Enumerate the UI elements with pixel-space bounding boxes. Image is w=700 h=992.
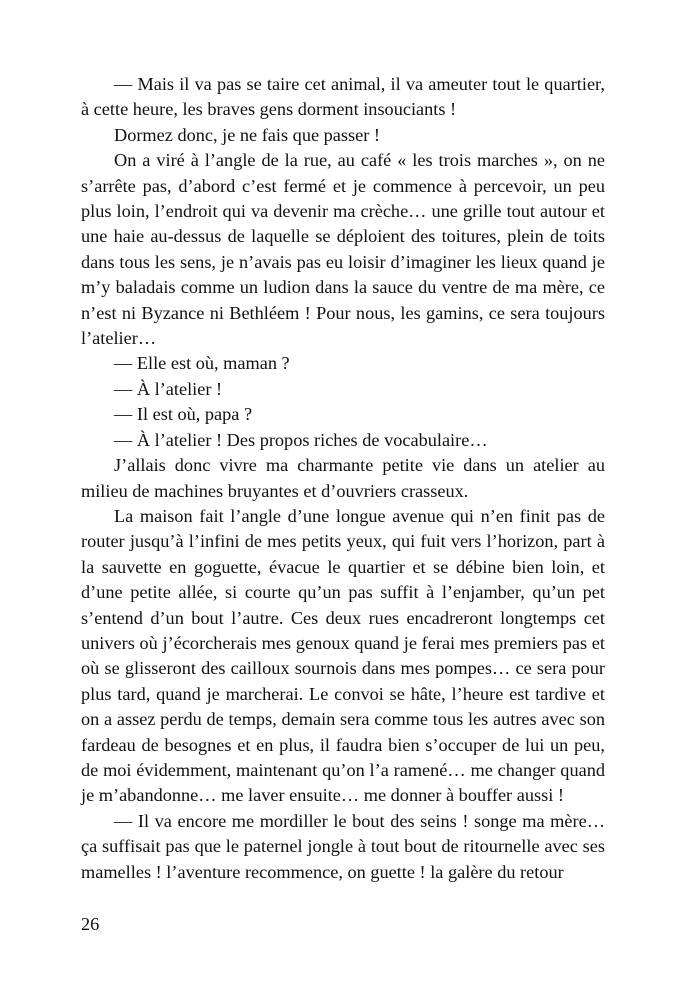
paragraph-angle-rue: On a viré à l’angle de la rue, au café « les trois marches », on ne s’arrête pas, d’abord c’est fermé et je commence à percevoir, un peu plus loin, l’endroit qui va devenir ma crèche… une grille tout autour et une haie au-dessus de laquelle se déploient des toitures, plein de toits dans tous les sens, je n’avais pas eu loisir d’imaginer les lieux quand je m’y baladais comme un ludion dans la sauce du ventre de ma mère, ce n’est ni Byzance ni Bethléem ! Pour nous, les gamins, ce sera toujours l’atelier… xyxy=(81,150,605,349)
paragraph-mordiller: — Il va encore me mordiller le bout des seins ! songe ma mère… ça suffisait pas que le paternel jongle à tout bout de ritournelle avec ses mamelles ! l’aventure recommence, on guette ! la galère du retour xyxy=(81,810,605,882)
paragraph-maison-angle: La maison fait l’angle d’une longue avenue qui n’en finit pas de router jusqu’à l’infini de mes petits yeux, qui fuit vers l’horizon, part à la sauvette en goguette, évacue le quartier et se débine bien loin, et d’une petite allée, si courte qu’un pas suffit à l’enjamber, qu’un pet s’entend d’un bout l’autre. Ces deux rues encadreront longtemps cet univers où j’écorcherais mes genoux quand je ferai mes premiers pas et où se glisseront des cailloux sournois dans mes pompes… ce sera pour plus tard, quand je marcherai. Le convoi se hâte, l’heure est tardive et on a assez perdu de temps, demain sera comme tous les autres avec son fardeau de besognes et en plus, il faudra bien s’occuper de lui un peu, de moi évidemment, maintenant qu’on l’a ramené… me changer quand je m’abandonne… me laver ensuite… me donner à bouffer aussi ! xyxy=(81,505,605,806)
paragraph-dialogue-papa: — Il est où, papa ? xyxy=(114,404,253,425)
paragraph-vie-atelier: J’allais donc vivre ma charmante petite vie dans un atelier au milieu de machines bruyantes et d’ouvriers crasseux. xyxy=(81,455,605,501)
paragraph-dormez: Dormez donc, je ne fais que passer ! xyxy=(114,124,380,145)
page-number: 26 xyxy=(81,914,100,934)
paragraph-dialogue-animal: — Mais il va pas se taire cet animal, il va ameuter tout le quartier, à cette heure, les braves gens dorment insouciants ! xyxy=(81,74,605,120)
paragraph-dialogue-maman: — Elle est où, maman ? xyxy=(114,353,290,374)
paragraph-dialogue-atelier-1: — À l’atelier ! xyxy=(114,378,223,399)
paragraph-dialogue-atelier-2: — À l’atelier ! Des propos riches de vocabulaire… xyxy=(114,429,488,450)
body-text xyxy=(81,72,605,885)
